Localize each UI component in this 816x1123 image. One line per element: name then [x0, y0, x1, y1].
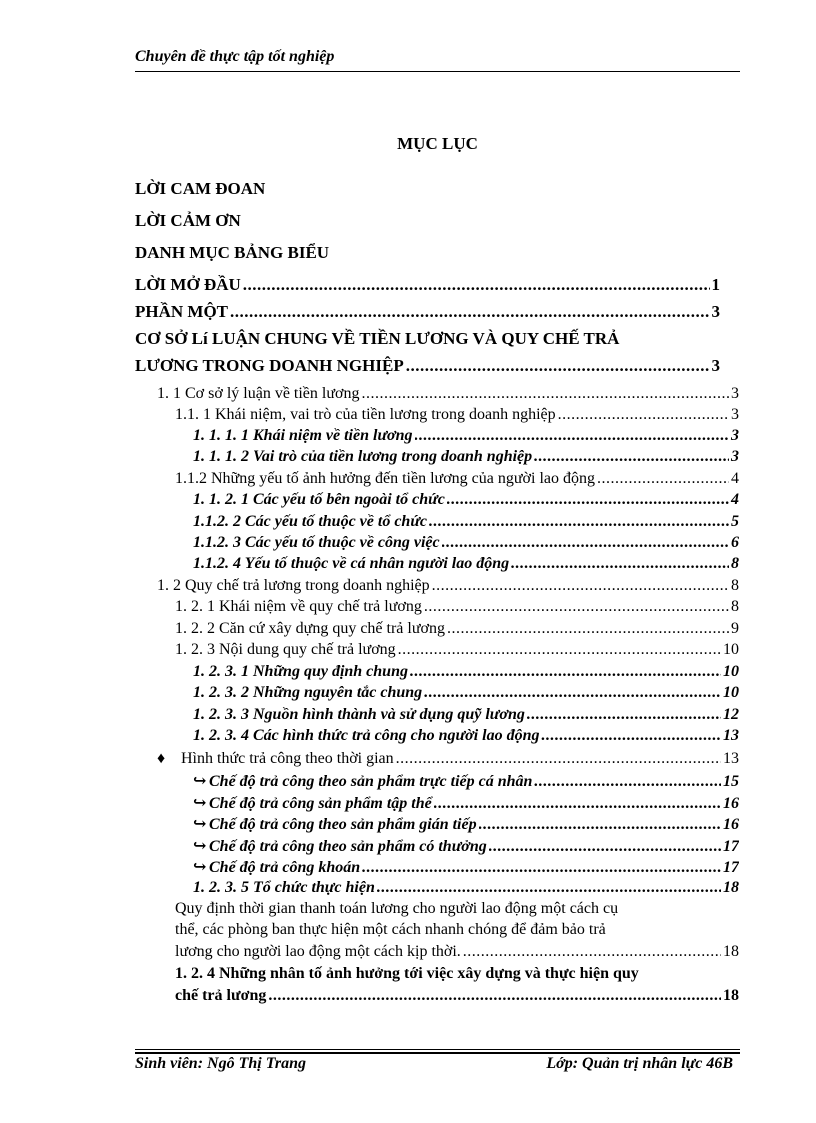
toc-entry-text: LỜI MỞ ĐẦU [135, 275, 241, 294]
toc-entry-text: 1. 2. 3 Nội dung quy chế trả lương [175, 641, 396, 658]
toc-entry-text: Chế độ trả công theo sản phẩm trực tiếp cá nhân [209, 773, 533, 790]
toc-entry-page: 17 [723, 838, 739, 855]
toc-entry-1-2-3-1[interactable] [193, 663, 739, 681]
toc-entry-1-1-2-1[interactable] [193, 491, 739, 509]
toc-leader [243, 275, 710, 295]
toc-entry-text: 1.1.2. 2 Các yếu tố thuộc về tổ chức [193, 513, 427, 530]
toc-entry-1-2-4-line2[interactable] [175, 987, 739, 1005]
toc-entry-page: 8 [731, 598, 739, 615]
toc-entry-quy-dinh-line2[interactable]: thể, các phòng ban thực hiện một cách nhanh chóng để đảm bảo trả [175, 921, 606, 938]
toc-leader [541, 727, 721, 745]
toc-entry-san-pham-truc-tiep[interactable] [193, 771, 739, 791]
toc-leader [527, 706, 721, 724]
toc-leader [558, 406, 729, 424]
toc-entry-label [193, 771, 532, 791]
toc-entry-phan-mot[interactable] [135, 302, 720, 322]
toc-leader [534, 773, 721, 791]
footer-student: Sinh viên: Ngô Thị Trang [135, 1055, 306, 1072]
toc-leader [424, 684, 721, 702]
arrow-icon: ↪ [193, 859, 207, 876]
toc-entry-page: 3 [731, 385, 739, 402]
toc-entry-text: 1.1. 1 Khái niệm, vai trò của tiền lương trong doanh nghiệp [175, 406, 556, 423]
toc-entry-text: 1.1.2 Những yếu tố ảnh hưởng đến tiền lương của người lao động [175, 470, 596, 487]
toc-leader [406, 356, 710, 376]
toc-entry-page: 8 [731, 577, 739, 594]
toc-entry-1-2-3-3[interactable] [193, 706, 739, 724]
toc-entry-1-1-2-2[interactable] [193, 513, 739, 531]
toc-entry-san-pham-tap-the[interactable] [193, 793, 739, 813]
toc-entry-quy-dinh-line3[interactable] [175, 943, 739, 961]
toc-entry-page: 3 [731, 448, 739, 465]
toc-entry-label [193, 793, 432, 813]
toc-front-bang-bieu: DANH MỤC BẢNG BIỂU [135, 243, 330, 262]
toc-leader [597, 470, 729, 488]
toc-entry-1-1-1-2[interactable] [193, 448, 739, 466]
toc-entry-page: 10 [723, 641, 739, 658]
toc-entry-page: 4 [731, 470, 739, 487]
arrow-icon: ↪ [193, 773, 207, 790]
toc-entry-text: 1. 1. 1. 2 Vai trò của tiền lương trong doanh nghiệp [193, 448, 533, 465]
toc-entry-text: 1.1.2. 4 Yếu tố thuộc về cá nhân người lao động [193, 555, 510, 572]
toc-entry-page: 10 [723, 663, 739, 680]
toc-front-cam-doan: LỜI CAM ĐOAN [135, 179, 266, 198]
toc-leader [434, 795, 721, 813]
toc-entry-1-1-2-3[interactable] [193, 534, 739, 552]
toc-entry-page: 3 [731, 406, 739, 423]
toc-entry-text: Chế độ trả công khoán [209, 859, 361, 876]
toc-entry-text: 1. 2. 1 Khái niệm về quy chế trả lương [175, 598, 422, 615]
footer-rule [135, 1049, 740, 1050]
toc-entry-page: 10 [723, 684, 739, 701]
toc-entry-text: 1.1.2. 3 Các yếu tố thuộc về công việc [193, 534, 440, 551]
toc-leader [447, 620, 729, 638]
toc-front-cam-on: LỜI CẢM ƠN [135, 211, 241, 230]
toc-entry-1-2-3[interactable] [175, 641, 739, 659]
toc-leader [429, 513, 729, 531]
toc-leader [415, 427, 729, 445]
toc-leader [447, 491, 729, 509]
toc-leader [230, 302, 709, 322]
toc-entry-1-2-3-5[interactable] [193, 879, 739, 897]
toc-leader [534, 448, 729, 466]
toc-entry-page: 12 [723, 706, 739, 723]
toc-entry-label [193, 836, 487, 856]
toc-entry-page: 6 [731, 534, 739, 551]
toc-entry-page: 13 [723, 750, 739, 767]
footer-rule-thick [135, 1052, 740, 1054]
toc-leader [479, 816, 721, 834]
toc-leader [424, 598, 729, 616]
toc-entry-text: 1. 1. 2. 1 Các yếu tố bên ngoài tổ chức [193, 491, 445, 508]
toc-entry-1-1[interactable] [157, 385, 739, 403]
toc-entry-page: 13 [723, 727, 739, 744]
toc-leader [268, 987, 721, 1005]
toc-entry-text: PHẦN MỘT [135, 302, 229, 321]
toc-entry-quy-dinh-line1[interactable]: Quy định thời gian thanh toán lương cho người lao động một cách cụ [175, 900, 619, 917]
toc-entry-text: 1. 2. 3. 2 Những nguyên tắc chung [193, 684, 423, 701]
toc-entry-page: 16 [723, 816, 739, 833]
toc-entry-text: 1. 2. 3. 5 Tổ chức thực hiện [193, 879, 375, 896]
toc-leader [511, 555, 729, 573]
header-title: Chuyên đề thực tập tốt nghiệp [135, 48, 335, 65]
toc-entry-text: Hình thức trả công theo thời gian [181, 750, 394, 767]
toc-entry-loi-mo-dau[interactable] [135, 275, 720, 295]
toc-entry-page: 1 [711, 275, 720, 294]
toc-entry-text: 1. 2. 3. 1 Những quy định chung [193, 663, 408, 680]
toc-entry-text: Chế độ trả công theo sản phẩm gián tiếp [209, 816, 477, 833]
toc-entry-1-2[interactable] [157, 577, 739, 595]
toc-entry-label [157, 750, 394, 768]
toc-entry-1-1-2[interactable] [175, 470, 739, 488]
toc-entry-label [193, 814, 477, 834]
toc-leader [396, 750, 721, 768]
toc-entry-text: Chế độ trả công sản phẩm tập thể [209, 795, 432, 812]
toc-entry-text: 1. 1 Cơ sở lý luận về tiền lương [157, 385, 360, 402]
toc-entry-text: 1. 2. 2 Căn cứ xây dựng quy chế trả lương [175, 620, 445, 637]
toc-entry-1-2-3-4[interactable] [193, 727, 739, 745]
toc-entry-page: 18 [723, 879, 739, 896]
arrow-icon: ↪ [193, 816, 207, 833]
diamond-icon: ♦ [157, 750, 166, 767]
toc-entry-page: 9 [731, 620, 739, 637]
toc-entry-page: 8 [731, 555, 739, 572]
toc-entry-label [193, 857, 360, 877]
toc-leader [410, 663, 721, 681]
toc-entry-san-pham-co-thuong[interactable] [193, 836, 739, 856]
toc-entry-co-so-line2[interactable] [135, 356, 720, 376]
arrow-icon: ↪ [193, 795, 207, 812]
toc-entry-page: 16 [723, 795, 739, 812]
toc-entry-text: lương cho người lao động một cách kịp thời. [175, 943, 461, 960]
toc-entry-1-1-1-1[interactable] [193, 427, 739, 445]
toc-entry-hinh-thuc-thoi-gian[interactable] [157, 750, 739, 768]
toc-entry-page: 18 [723, 987, 739, 1004]
toc-entry-page: 3 [731, 427, 739, 444]
toc-entry-page: 15 [723, 773, 739, 790]
toc-entry-1-2-4-line1[interactable]: 1. 2. 4 Những nhân tố ảnh hưởng tới việc xây dựng và thực hiện quy [175, 965, 639, 982]
toc-entry-text: 1. 2. 3. 3 Nguồn hình thành và sử dụng quỹ lương [193, 706, 525, 723]
toc-entry-san-pham-gian-tiep[interactable] [193, 814, 739, 834]
toc-entry-text: 1. 2 Quy chế trả lương trong doanh nghiệp [157, 577, 430, 594]
footer-class: Lớp: Quản trị nhân lực 46B [546, 1055, 733, 1072]
toc-entry-text: 1. 2. 3. 4 Các hình thức trả công cho người lao động [193, 727, 540, 744]
toc-entry-page: 3 [711, 356, 720, 375]
toc-entry-1-1-1[interactable] [175, 406, 739, 424]
toc-entry-page: 3 [711, 302, 720, 321]
toc-entry-text: chế trả lương [175, 987, 267, 1004]
toc-entry-khoan[interactable] [193, 857, 739, 877]
toc-entry-page: 18 [723, 943, 739, 960]
toc-leader [377, 879, 721, 897]
arrow-icon: ↪ [193, 838, 207, 855]
toc-leader [432, 577, 729, 595]
toc-title: MỤC LỤC [397, 134, 478, 153]
toc-entry-text: Chế độ trả công theo sản phẩm có thưởng [209, 838, 487, 855]
toc-leader [362, 859, 721, 877]
header-rule [135, 71, 740, 72]
toc-entry-co-so-line1[interactable]: CƠ SỞ Lí LUẬN CHUNG VỀ TIỀN LƯƠNG VÀ QUY CHẾ TRẢ [135, 329, 620, 348]
toc-entry-page: 5 [731, 513, 739, 530]
toc-entry-1-1-2-4[interactable] [193, 555, 739, 573]
toc-leader [489, 838, 721, 856]
toc-leader [361, 385, 729, 403]
toc-entry-1-2-3-2[interactable] [193, 684, 739, 702]
toc-leader [463, 943, 721, 961]
toc-entry-page: 17 [723, 859, 739, 876]
toc-entry-text: LƯƠNG TRONG DOANH NGHIỆP [135, 356, 404, 375]
toc-entry-text: 1. 1. 1. 1 Khái niệm về tiền lương [193, 427, 413, 444]
toc-entry-1-2-2[interactable] [175, 620, 739, 638]
toc-entry-page: 4 [731, 491, 739, 508]
toc-leader [442, 534, 729, 552]
toc-entry-1-2-1[interactable] [175, 598, 739, 616]
toc-leader [398, 641, 721, 659]
